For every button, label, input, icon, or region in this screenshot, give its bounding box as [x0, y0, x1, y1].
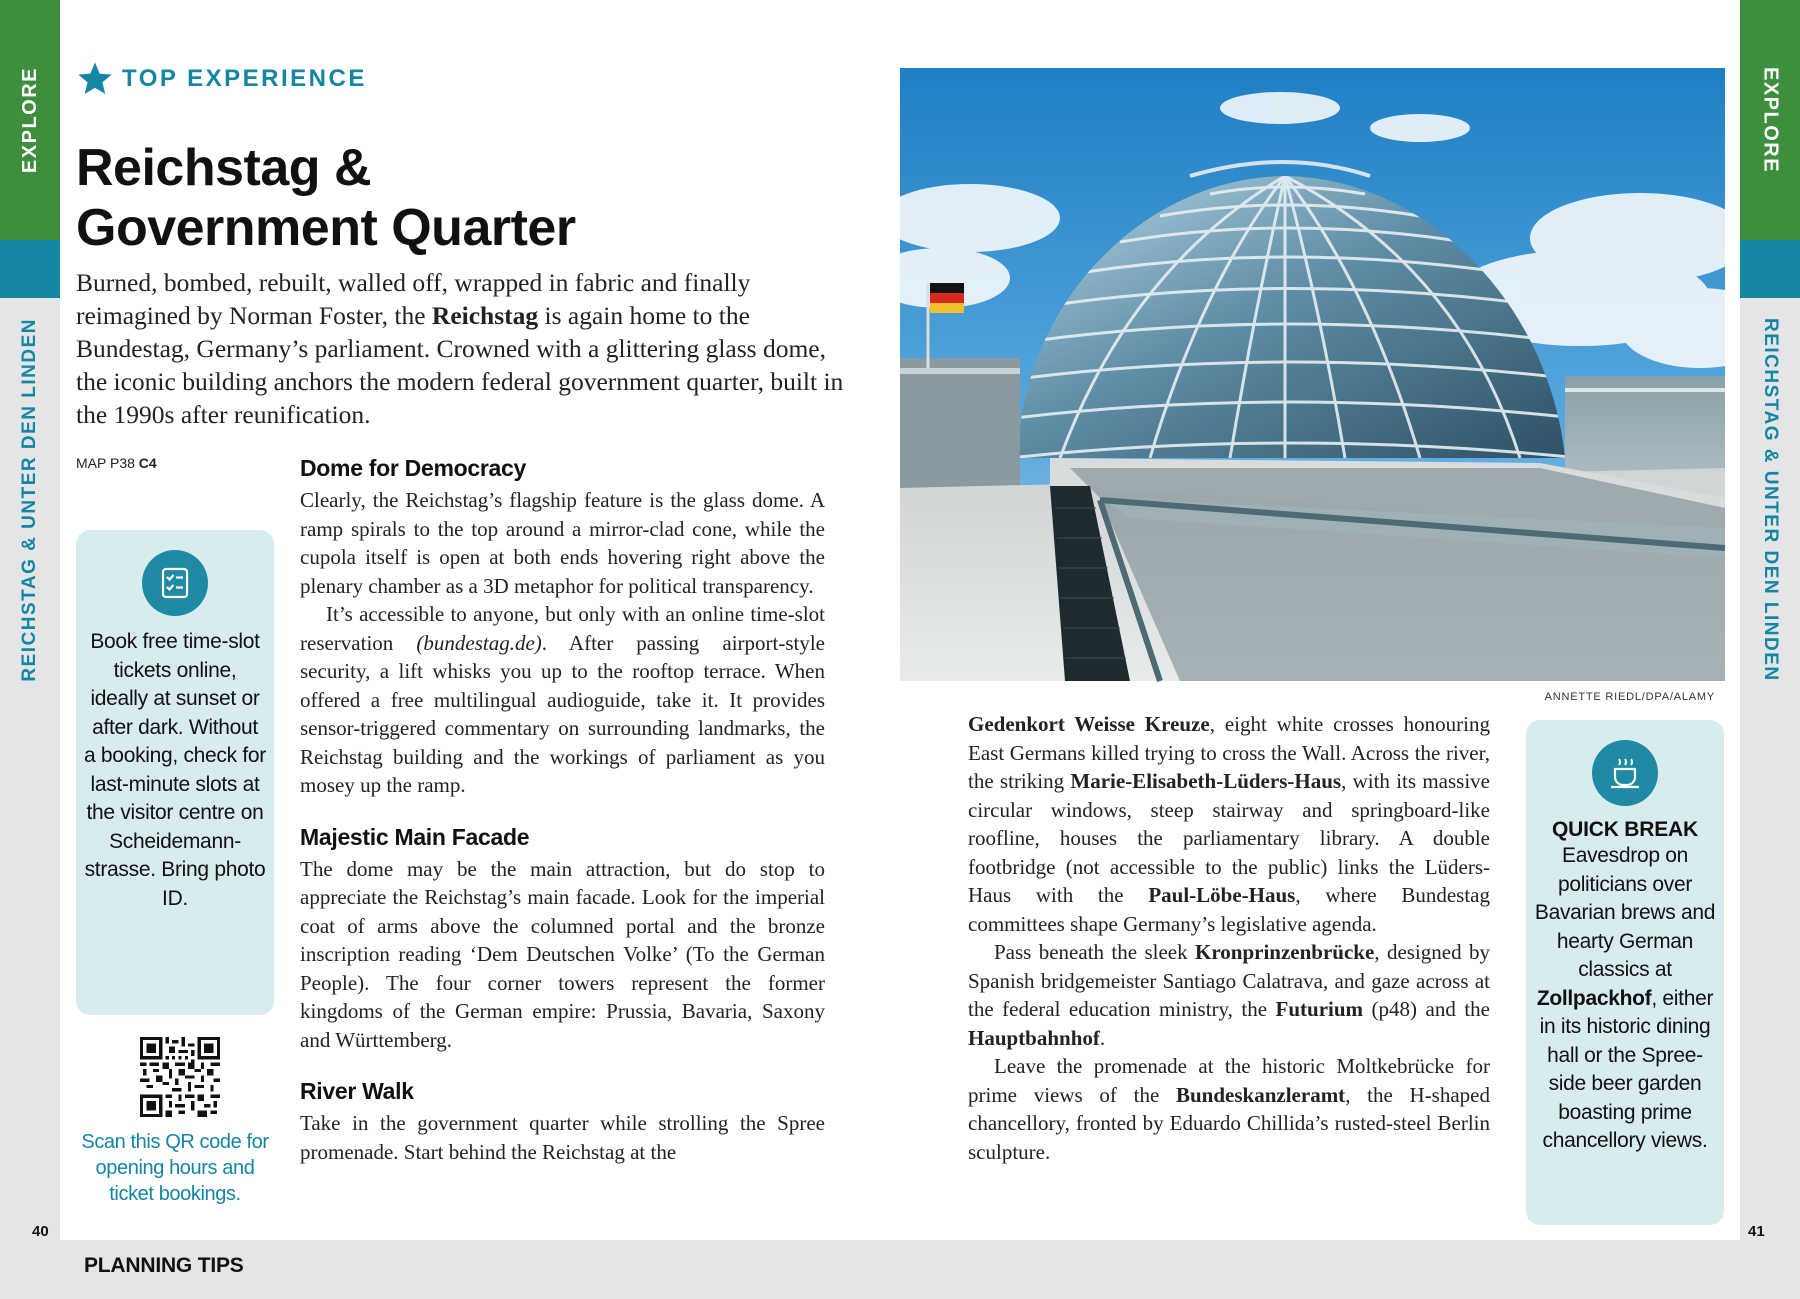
- section-running-head: REICHSTAG & UNTER DEN LINDEN: [19, 318, 40, 682]
- right-margin: [1740, 0, 1800, 1299]
- kronprinzenbruecke-paragraph: [968, 938, 1490, 1052]
- poi-bundeskanzleramt: Bundeskanzleramt: [1176, 1082, 1346, 1107]
- title-line-2: Government Quarter: [76, 199, 576, 257]
- heading-river-walk: River Walk: [300, 1078, 414, 1104]
- explore-tab-left-label-wrap: [0, 0, 60, 240]
- poi-paul-loebe-haus: Paul-Löbe-Haus: [1148, 883, 1296, 907]
- p2-text-1: Pass beneath the sleek: [994, 940, 1196, 964]
- section-color-band-left: [0, 240, 60, 298]
- kicker-label: TOP EXPERIENCE: [122, 65, 367, 92]
- qr-code[interactable]: [140, 1037, 220, 1117]
- poi-kronprinzenbruecke: Kronprinzenbrücke: [1195, 940, 1375, 964]
- poi-marie-elisabeth-lueders-haus: Marie-Elisabeth-Lüders-Haus: [1070, 769, 1342, 793]
- poi-zollpackhof: Zollpackhof: [1536, 986, 1652, 1010]
- facade-paragraph: The dome may be the main attraction, but do stop to appreciate the Reichstag’s main facade. Look for the imperial coat of arms above the columned portal and the bronze inscription reading ‘Dem Deutschen Volke’ (To the German People). The four corner towers represent the former kingdoms of the German empire: Prussia, Bavaria, Saxony and Württemberg.: [300, 856, 825, 1052]
- explore-tab-label-right: EXPLORE: [1759, 66, 1782, 174]
- p1-text-3: , where Bundestag committees shape Germany’s legislative agenda.: [968, 883, 1490, 936]
- p3-text-1: Leave the promenade at the historic Moltkebrücke for prime views of the: [968, 1054, 1490, 1107]
- dome-paragraph-1: Clearly, the Reichstag’s flagship feature is the glass dome. A ramp spirals to the top around a mirror-clad cone, while the cupola itself is open at both ends hovering right above the plenary chamber as a 3D metaphor for political transparency.: [300, 488, 825, 598]
- section-label-right-wrap: [1740, 310, 1800, 690]
- reichstag-dome-illustration: [900, 68, 1725, 681]
- checklist-icon-glyph: [155, 563, 195, 603]
- map-ref-page: MAP P38: [76, 455, 139, 471]
- intro-paragraph: [76, 266, 856, 431]
- poi-hauptbahnhof: Hauptbahnhof: [968, 1025, 1100, 1050]
- kicker: [76, 60, 367, 98]
- p2-text-3: (p48) and the: [1363, 997, 1490, 1021]
- intro-text: Burned, bombed, rebuilt, walled off, wrapped in fabric and finally reimagined by Norman Foster, the: [76, 268, 751, 330]
- reichstag-dome-photo: [900, 68, 1725, 681]
- right-page: [900, 0, 1740, 1240]
- planning-tips-body: Book free time-slot tickets online, ideally at sunset or after dark. Without a booking, check for last-minute slots at the visitor centre on Scheidemann-strasse. Bring photo ID.: [84, 630, 266, 910]
- heading-majestic-main-facade: Majestic Main Facade: [300, 823, 530, 850]
- right-text-column: [968, 710, 1490, 1166]
- title-line-1: Reichstag &: [76, 139, 372, 197]
- section-color-band-right: [1740, 240, 1800, 298]
- explore-tab-right-label-wrap: [1740, 0, 1800, 240]
- quick-break-text-1: Eavesdrop on politicians over Bavarian brews and hearty German classics at: [1534, 844, 1716, 981]
- coffee-cup-icon: [1592, 740, 1658, 806]
- dome-paragraph-2: [300, 600, 825, 800]
- section-running-head-right: REICHSTAG & UNTER DEN LINDEN: [1760, 318, 1781, 682]
- quick-break-text-2: , either in its historic dining hall or the Spree-side beer garden boasting prime chancellory views.: [1539, 986, 1714, 1152]
- intro-bold-reichstag: Reichstag: [431, 301, 539, 330]
- qr-caption: Scan this QR code for opening hours and ticket bookings.: [81, 1131, 269, 1205]
- p2-text-2: , designed by Spanish bridgemeister Santiago Calatrava, and gaze across at the federal education ministry, the: [968, 940, 1490, 1021]
- page-title: [76, 138, 836, 258]
- star-icon: [76, 60, 114, 98]
- left-margin: [0, 0, 60, 1299]
- quick-break-box: [1526, 720, 1724, 1225]
- dome-p2-text-end: . After passing airport-style security, a lift whisks you up to the rooftop terrace. When offered a free multilingual audioguide, take it. It provides sensor-triggered commentary on surrounding landmarks, the Reichstag building and the workings of parliament as you mosey up the ramp.: [300, 630, 826, 797]
- river-walk-paragraph: Take in the government quarter while strolling the Spree promenade. Start behind the Reichstag at the: [300, 1111, 825, 1164]
- poi-gedenkort: Gedenkort Weisse Kreuze: [968, 712, 1210, 736]
- river-walk-continued: [968, 710, 1490, 938]
- moltkebruecke-paragraph: [968, 1052, 1490, 1166]
- dome-p2-text: It’s accessible to anyone, but only with an online time-slot reservation: [300, 602, 825, 655]
- page-number-left: 40: [32, 1223, 49, 1240]
- heading-dome-for-democracy: Dome for Democracy: [300, 455, 526, 481]
- main-text-column: [300, 453, 825, 1166]
- quick-break-body: [1534, 842, 1716, 1156]
- section-label-left-wrap: [0, 310, 60, 690]
- p2-text-4: .: [1099, 1025, 1106, 1050]
- poi-futurium: Futurium: [1275, 997, 1364, 1021]
- bundestag-link[interactable]: (bundestag.de): [416, 630, 542, 655]
- checklist-icon: [142, 550, 208, 616]
- map-ref-grid: C4: [138, 455, 157, 471]
- p3-text-2: , the H-shaped chancellory, fronted by Eduardo Chillida’s rusted-steel Berlin sculpture.: [968, 1082, 1490, 1164]
- page-number-right: 41: [1748, 1223, 1765, 1240]
- planning-tips-title: PLANNING TIPS: [84, 1254, 244, 1277]
- p1-text-1: , eight white crosses honouring East Germans killed trying to cross the Wall. Across the river, the striking: [968, 712, 1491, 793]
- left-page: [60, 0, 900, 1277]
- map-reference[interactable]: [76, 455, 157, 471]
- coffee-cup-icon-glyph: [1605, 753, 1645, 793]
- explore-tab-label: EXPLORE: [18, 66, 41, 174]
- photo-credit: ANNETTE RIEDL/DPA/ALAMY: [1544, 691, 1715, 703]
- quick-break-title: QUICK BREAK: [1552, 818, 1698, 841]
- intro-text-end: is again home to the Bundestag, Germany’s parliament. Crowned with a glittering glass dome, the iconic building anchors the modern federal government quarter, built in the 1990s after reunification.: [76, 301, 844, 429]
- p1-text-2: , with its massive circular windows, steep stairway and springboard-like roofline, houses the parliamentary library. A double footbridge (not accessible to the public) links the Lüders-Haus with the: [968, 769, 1490, 907]
